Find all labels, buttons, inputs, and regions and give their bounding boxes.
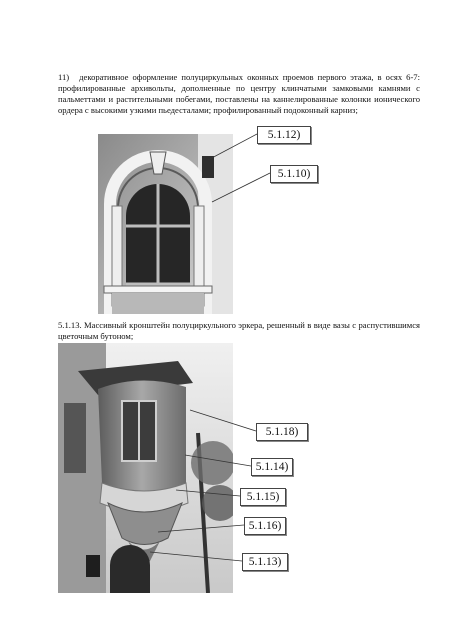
callout-label: 5.1.15) [240, 488, 286, 506]
paragraph-window-decor [58, 72, 420, 116]
paragraph-text: декоративное оформление полуциркульных оконных проемов первого этажа, в осях 6-7: профилированные архивольты, дополненные по центру клинчатыми замковыми камнями с пальметтами и растительными побегами, поставлены на каннелированные колонки ионического ордера с высокими узкими пьедесталами; профилированный подоконный карниз; [58, 72, 420, 115]
callout-label: 5.1.14) [251, 458, 293, 476]
item-number: 11) [58, 72, 70, 82]
callout-label: 5.1.10) [270, 165, 318, 183]
arched-window-illustration [98, 134, 233, 314]
bay-window-illustration [58, 343, 233, 593]
photo-bay-window [58, 343, 233, 593]
callout-label: 5.1.12) [257, 126, 311, 144]
paragraph-text: 5.1.13. Массивный кронштейн полуциркульного эркера, решенный в виде вазы с распустившимся цветочным бутоном; [58, 320, 420, 341]
callout-label: 5.1.13) [242, 553, 288, 571]
callout-label: 5.1.18) [256, 423, 308, 441]
paragraph-bracket [58, 320, 420, 342]
callout-label: 5.1.16) [244, 517, 286, 535]
photo-arched-window [98, 134, 233, 314]
